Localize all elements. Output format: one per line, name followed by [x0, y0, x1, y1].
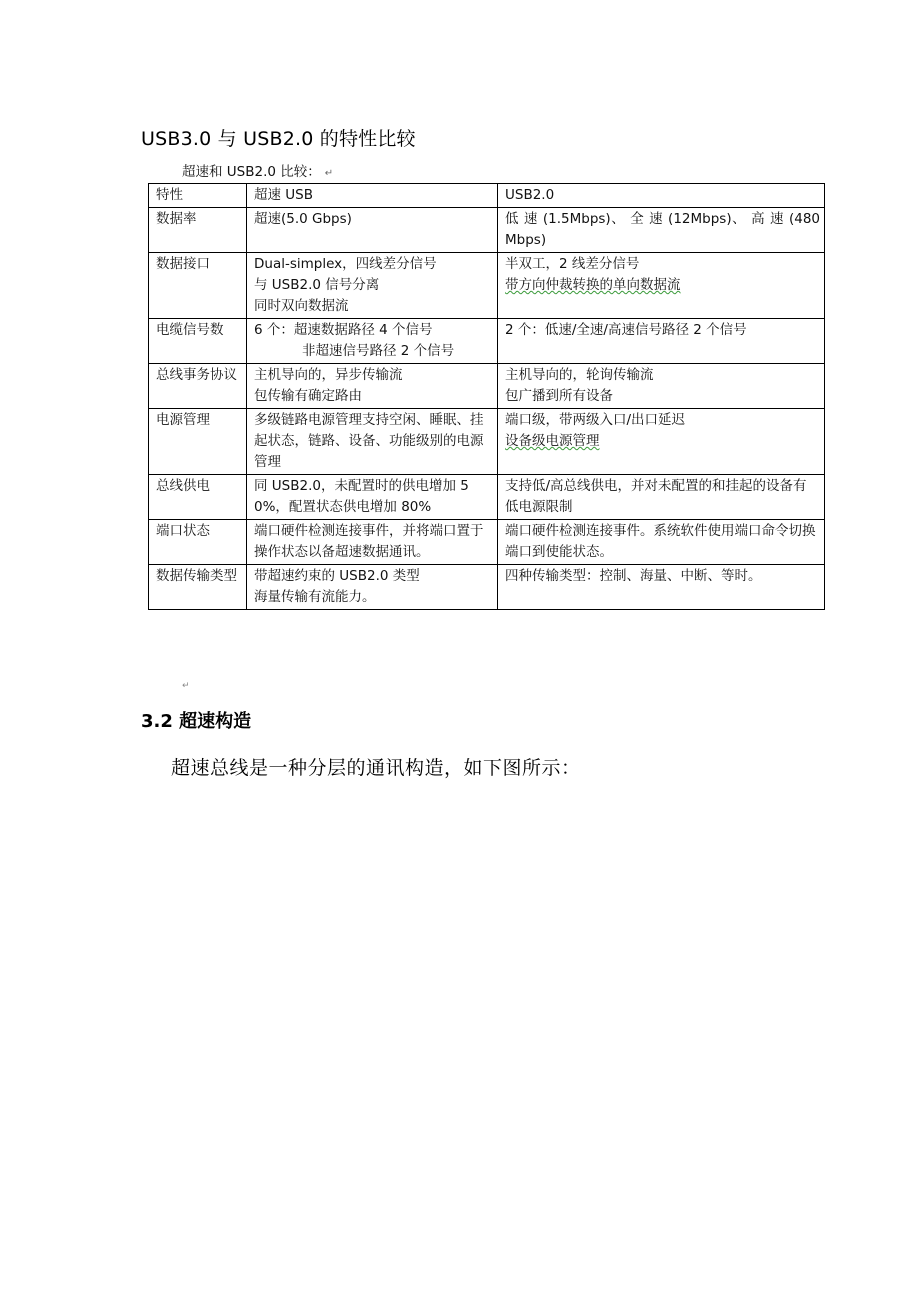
table-cell-super: 多级链路电源管理支持空闲、睡眠、挂起状态，链路、设备、功能级别的电源管理	[247, 409, 498, 475]
table-cell-usb2: 四种传输类型：控制、海量、中断、等时。	[498, 565, 825, 610]
table-cell-label: 数据率	[149, 208, 247, 253]
table-cell-super: 超速 USB	[247, 184, 498, 208]
table-caption-text: 超速和 USB2.0 比较：	[182, 164, 321, 180]
table-row	[149, 319, 825, 364]
table-row	[149, 184, 825, 208]
section-title: USB3.0 与 USB2.0 的特性比较	[141, 128, 416, 150]
table-cell-super: 6 个：超速数据路径 4 个信号 非超速信号路径 2 个信号	[247, 319, 498, 364]
paragraph-mark: ↵	[182, 681, 190, 691]
table-cell-super: 带超速约束的 USB2.0 类型 海量传输有流能力。	[247, 565, 498, 610]
table-cell-label: 特性	[149, 184, 247, 208]
body-paragraph: 超速总线是一种分层的通讯构造，如下图所示：	[171, 757, 581, 779]
table-row	[149, 364, 825, 409]
table-row	[149, 208, 825, 253]
subsection-title: 3.2 超速构造	[141, 711, 252, 732]
table-row	[149, 475, 825, 520]
table-cell-label: 数据传输类型	[149, 565, 247, 610]
table-caption	[182, 160, 333, 180]
table-row	[149, 520, 825, 565]
table-cell-label: 端口状态	[149, 520, 247, 565]
table-row	[149, 409, 825, 475]
paragraph-mark: ↵	[324, 168, 334, 179]
table-row	[149, 253, 825, 319]
comparison-table	[148, 183, 825, 610]
table-cell-usb2: 端口硬件检测连接事件。系统软件使用端口命令切换端口到使能状态。	[498, 520, 825, 565]
table-cell-super: 同 USB2.0，未配置时的供电增加 50%，配置状态供电增加 80%	[247, 475, 498, 520]
table-cell-label: 电源管理	[149, 409, 247, 475]
table-cell-usb2: 半双工，2 线差分信号 带方向仲裁转换的单向数据流	[498, 253, 825, 319]
table-cell-label: 总线供电	[149, 475, 247, 520]
table-cell-super: 主机导向的，异步传输流 包传输有确定路由	[247, 364, 498, 409]
table-cell-usb2: USB2.0	[498, 184, 825, 208]
table-row	[149, 565, 825, 610]
table-cell-label: 总线事务协议	[149, 364, 247, 409]
table-cell-usb2: 2 个：低速/全速/高速信号路径 2 个信号	[498, 319, 825, 364]
table-cell-usb2: 主机导向的，轮询传输流 包广播到所有设备	[498, 364, 825, 409]
table-cell-usb2: 支持低/高总线供电，并对未配置的和挂起的设备有低电源限制	[498, 475, 825, 520]
table-cell-usb2: 端口级，带两级入口/出口延迟 设备级电源管理	[498, 409, 825, 475]
table-cell-label: 电缆信号数	[149, 319, 247, 364]
table-cell-super: 超速(5.0 Gbps)	[247, 208, 498, 253]
table-cell-usb2: 低 速 (1.5Mbps)、 全 速 (12Mbps)、 高 速 (480Mbps)	[498, 208, 825, 253]
table-cell-super: 端口硬件检测连接事件，并将端口置于操作状态以备超速数据通讯。	[247, 520, 498, 565]
table-cell-super: Dual-simplex，四线差分信号 与 USB2.0 信号分离 同时双向数据流	[247, 253, 498, 319]
table-cell-label: 数据接口	[149, 253, 247, 319]
